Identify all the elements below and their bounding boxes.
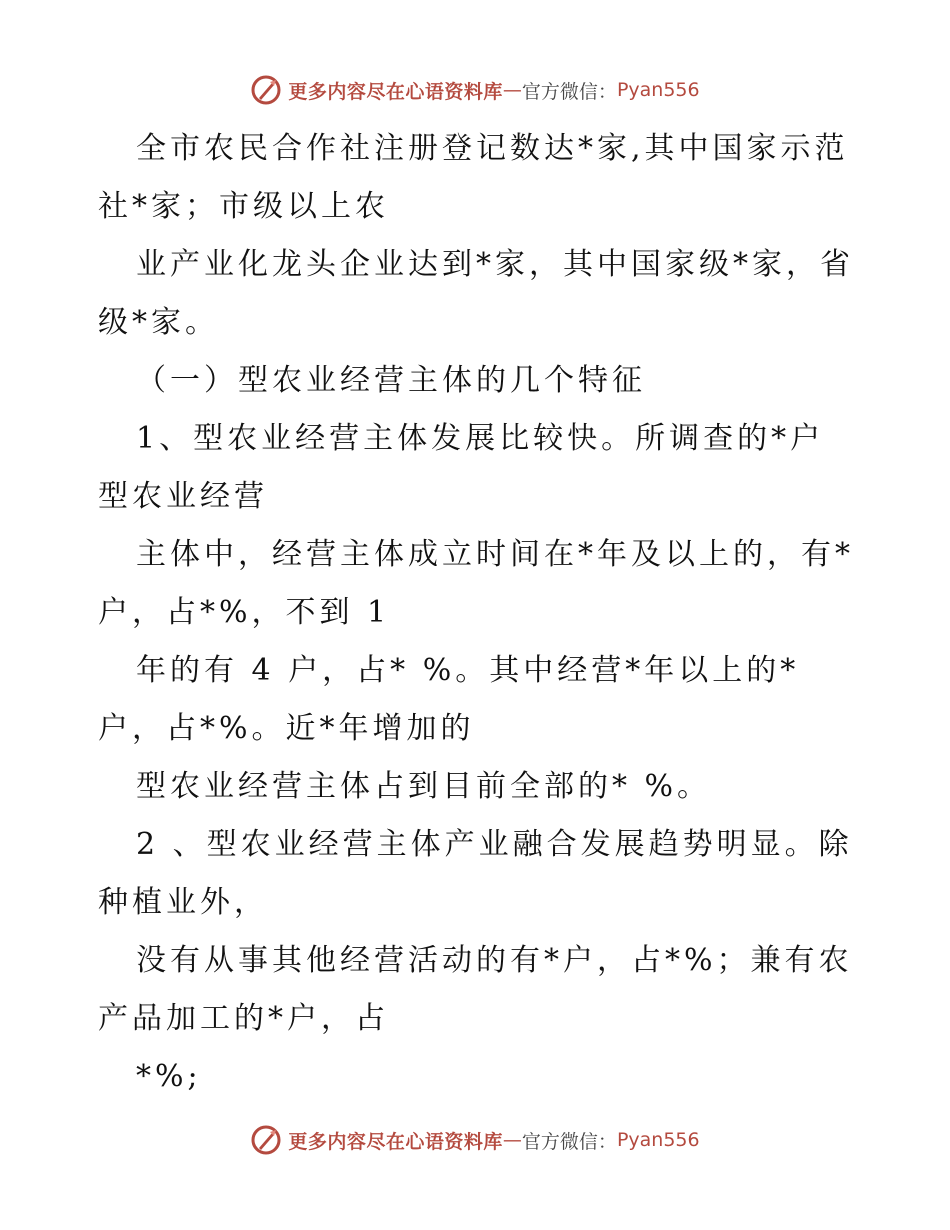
quill-logo-icon [250,1124,282,1156]
watermark-header [0,70,950,110]
watermark-site: 更多内容尽在心语资料库 [288,80,503,103]
watermark-dash: — [502,1129,522,1151]
watermark-wechat-label: 官方微信： [521,1130,617,1153]
watermark-wechat-id: Pyan556 [616,79,700,101]
paragraph: 1、型农业经营主体发展比较快。所调查的*户型农业经营 [98,421,825,514]
watermark-wechat-id: Pyan556 [616,1129,700,1151]
watermark-footer [0,1120,950,1160]
paragraph: 全市农民合作社注册登记数达*家,其中国家示范社*家；市级以上农 [98,131,849,224]
paragraph: 年的有 4 户，占* %。其中经营*年以上的*户，占*%。近*年增加的 [98,653,800,746]
paragraph: 主体中，经营主体成立时间在*年及以上的，有*户，占*%，不到 1 [98,537,854,630]
watermark-dash: — [502,79,522,101]
paragraph: *%; [136,1059,202,1094]
section-heading: （一）型农业经营主体的几个特征 [136,363,646,398]
watermark-wechat-label: 官方微信： [521,80,617,103]
document-body [98,120,858,1106]
watermark-site: 更多内容尽在心语资料库 [288,1130,503,1153]
quill-logo-icon [250,74,282,106]
paragraph: 型农业经营主体占到目前全部的* %。 [136,769,712,804]
paragraph: 2 、型农业经营主体产业融合发展趋势明显。除种植业外， [98,827,853,920]
paragraph: 业产业化龙头企业达到*家，其中国家级*家，省级*家。 [98,247,854,340]
paragraph: 没有从事其他经营活动的有*户，占*%；兼有农产品加工的*户，占 [98,943,853,1036]
